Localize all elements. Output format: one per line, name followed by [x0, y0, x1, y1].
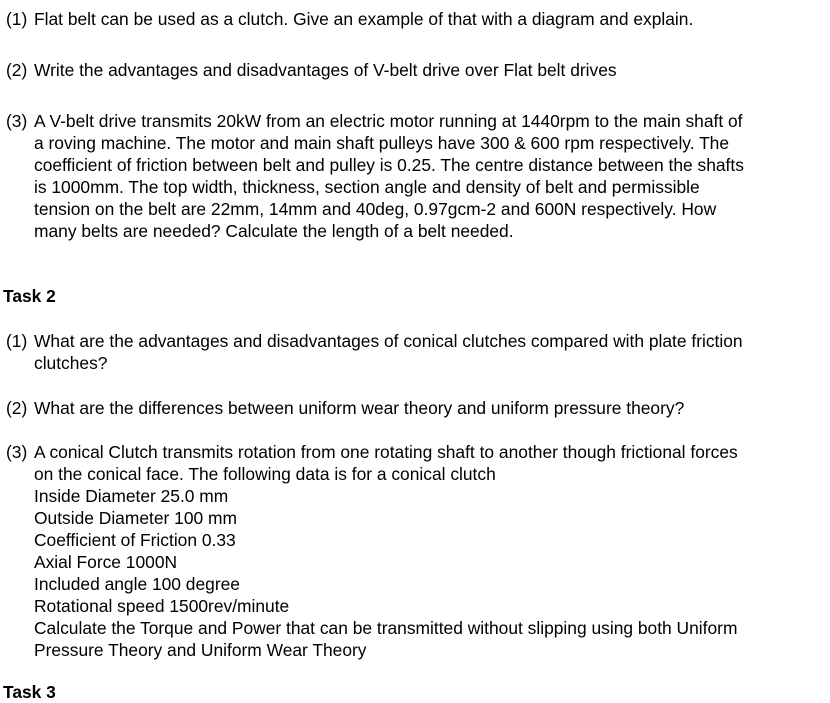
question-line: coefficient of friction between belt and pulley is 0.25. The centre distance between the shafts: [34, 155, 744, 175]
question-line: Flat belt can be used as a clutch. Give an example of that with a diagram and explain.: [34, 9, 694, 29]
question-text: [34, 330, 826, 374]
question-line: tension on the belt are 22mm, 14mm and 40deg, 0.97gcm-2 and 600N respectively. How: [34, 199, 717, 219]
question-number: (1): [6, 9, 28, 29]
question-line: What are the advantages and disadvantages of conical clutches compared with plate friction: [34, 331, 743, 351]
question-line: Coefficient of Friction 0.33: [34, 530, 236, 550]
question-line: Pressure Theory and Uniform Wear Theory: [34, 640, 367, 660]
question-line: Write the advantages and disadvantages of V-belt drive over Flat belt drives: [34, 60, 617, 80]
question-text: [34, 441, 826, 661]
question-line: many belts are needed? Calculate the length of a belt needed.: [34, 221, 514, 241]
question-line: Included angle 100 degree: [34, 574, 240, 594]
question-line: a roving machine. The motor and main shaft pulleys have 300 & 600 rpm respectively. The: [34, 133, 730, 153]
question-number: (3): [6, 111, 28, 131]
question-line: A V-belt drive transmits 20kW from an electric motor running at 1440rpm to the main shaft of: [34, 111, 743, 131]
task1-question-2: [6, 59, 826, 81]
task3-heading: Task 3: [3, 682, 56, 702]
question-line: clutches?: [34, 353, 108, 373]
question-text: [34, 8, 826, 30]
task2-question-3: [6, 441, 826, 661]
question-line: Outside Diameter 100 mm: [34, 508, 237, 528]
task2-heading: Task 2: [3, 286, 56, 306]
question-line: is 1000mm. The top width, thickness, section angle and density of belt and permissible: [34, 177, 700, 197]
question-line: Rotational speed 1500rev/minute: [34, 596, 290, 616]
question-text: [34, 397, 826, 419]
question-text: [34, 110, 826, 242]
question-number: (2): [6, 398, 28, 418]
question-line: Calculate the Torque and Power that can be transmitted without slipping using both Uniform: [34, 618, 738, 638]
task1-question-3: [6, 110, 826, 242]
task2-question-1: [6, 330, 826, 374]
task2-question-2: [6, 397, 826, 419]
question-line: Axial Force 1000N: [34, 552, 178, 572]
task1-question-1: [6, 8, 826, 30]
question-line: A conical Clutch transmits rotation from one rotating shaft to another though frictional forces: [34, 442, 738, 462]
question-number: (1): [6, 331, 28, 351]
question-line: on the conical face. The following data is for a conical clutch: [34, 464, 496, 484]
question-line: What are the differences between uniform wear theory and uniform pressure theory?: [34, 398, 685, 418]
question-line: Inside Diameter 25.0 mm: [34, 486, 229, 506]
question-number: (3): [6, 442, 28, 462]
question-number: (2): [6, 60, 28, 80]
question-text: [34, 59, 826, 81]
